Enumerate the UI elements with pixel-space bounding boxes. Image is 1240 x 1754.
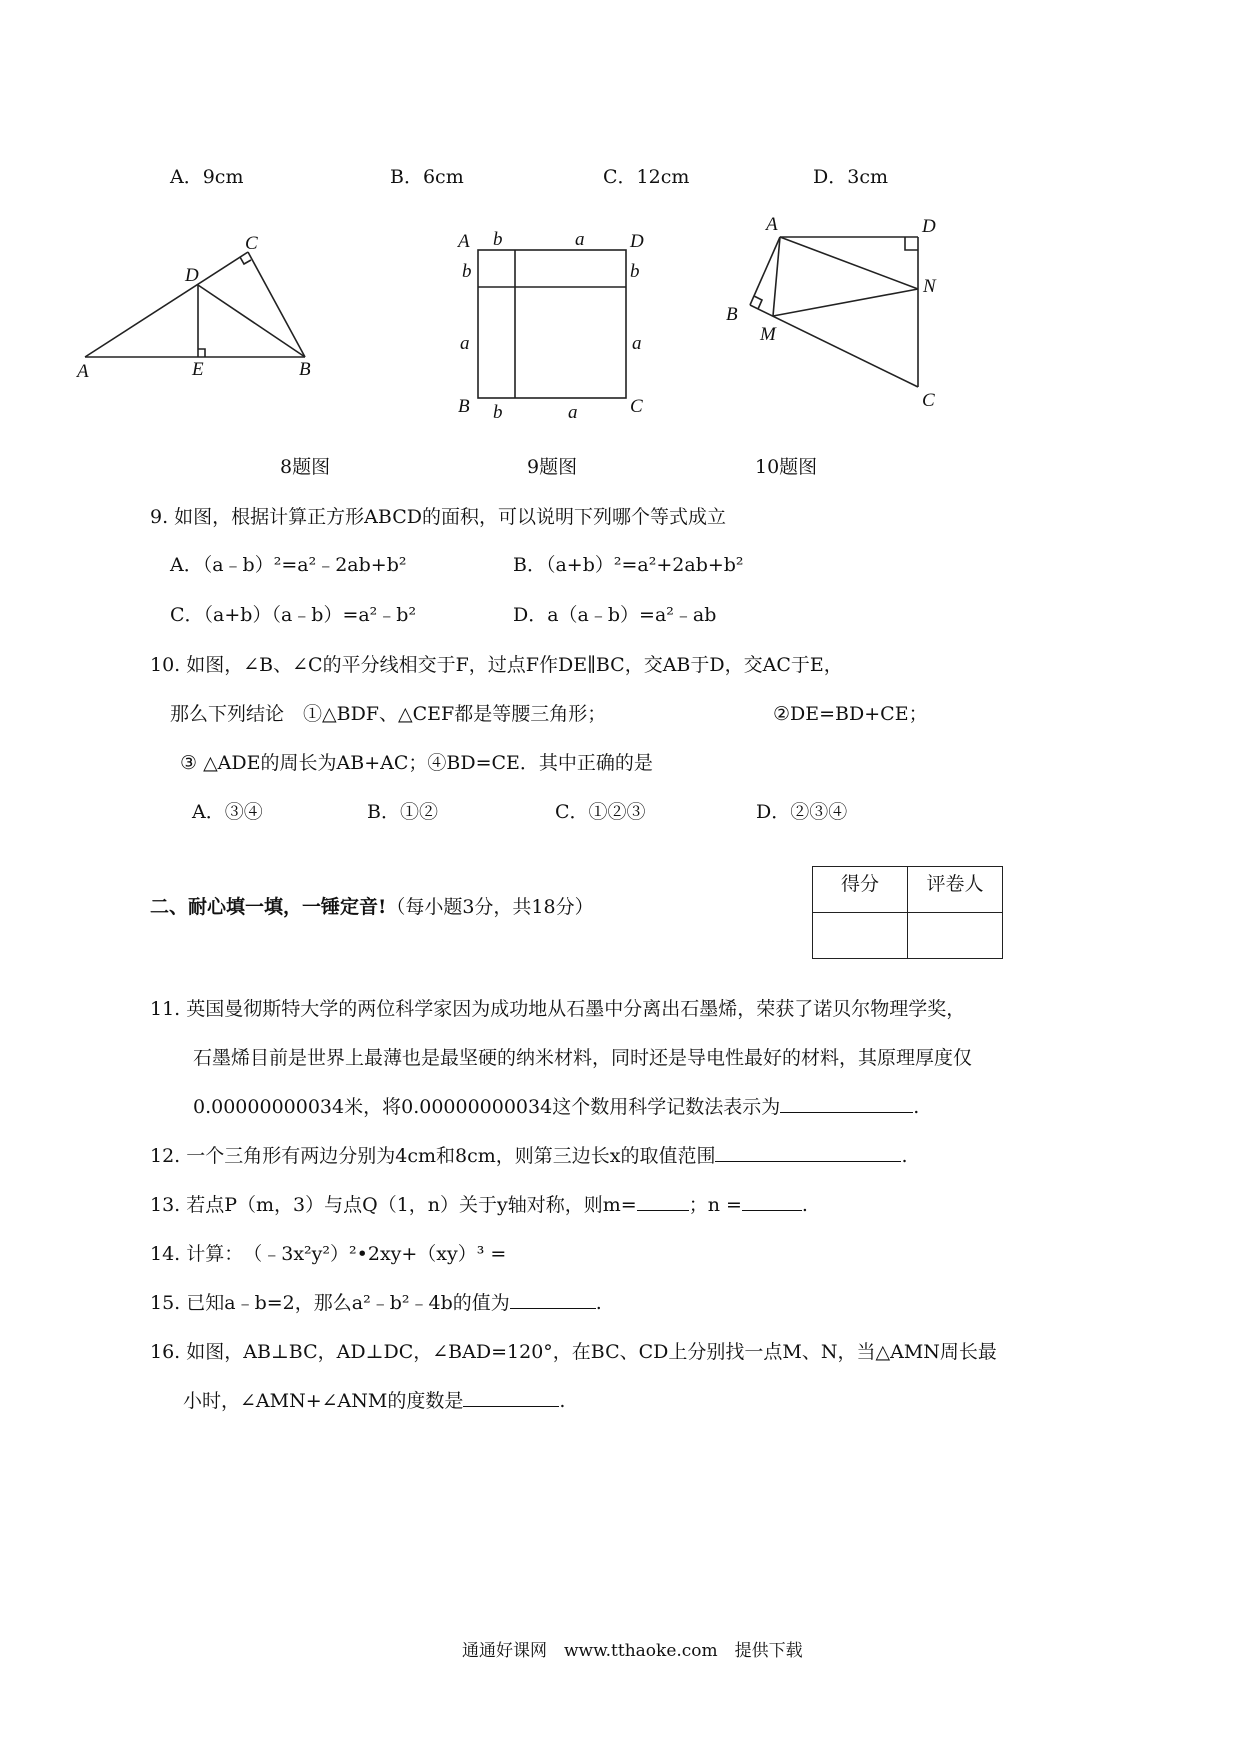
fig8-segment-ac: [85, 252, 248, 357]
fig8-caption: 8题图: [280, 456, 331, 478]
q10-line-2a: 那么下列结论 ①△BDF、△CEF都是等腰三角形；: [170, 703, 607, 725]
fig9-label-B: B: [458, 396, 470, 417]
q12: 12. 一个三角形有两边分别为4cm和8cm，则第三边长x的取值范围 .: [150, 1145, 908, 1167]
q11-line-3: 0.00000000034米，将0.00000000034这个数用科学记数法表示为 .: [193, 1096, 920, 1118]
fig8-label-b: B: [299, 359, 311, 380]
q11-line-2: 石墨烯目前是世界上最薄也是最坚硬的纳米材料，同时还是导电性最好的材料，其原理厚度仅: [193, 1047, 973, 1069]
fig10-segment-an: [780, 237, 918, 289]
figure-8: [75, 235, 325, 385]
fig10-segment-mn: [773, 289, 918, 316]
q13-text: 13. 若点P（m，3）与点Q（1，n）关于y轴对称，则m=: [150, 1194, 637, 1216]
q8-option-a: A．9cm: [170, 166, 244, 188]
q10-option-d: D．②③④: [756, 801, 848, 823]
q8-option-b: B．6cm: [390, 166, 464, 188]
fig10-label-A: A: [766, 214, 778, 235]
fig9-label-D: D: [630, 231, 644, 252]
score-table: [812, 866, 1003, 959]
fig8-label-e: E: [192, 359, 204, 380]
fig8-right-angle-c: [240, 257, 251, 264]
fig9-label-top-a: a: [575, 229, 585, 250]
grader-cell[interactable]: [908, 913, 1003, 959]
grader-header: 评卷人: [908, 867, 1003, 913]
figure-10: [718, 212, 948, 412]
q14: 14. 计算： （﹣3x²y²）²•2xy+（xy）³ =: [150, 1243, 507, 1265]
section-2-title: [150, 892, 594, 919]
fig10-caption: 10题图: [755, 456, 818, 478]
fig9-label-top-b: b: [493, 229, 503, 250]
q13-m-blank[interactable]: [637, 1192, 689, 1211]
q10-option-c: C．①②③: [555, 801, 646, 823]
fig10-segment-bc: [750, 305, 918, 387]
fig9-label-bottom-b: b: [493, 402, 503, 423]
q11-line-1: 11. 英国曼彻斯特大学的两位科学家因为成功地从石墨中分离出石墨烯，荣获了诺贝尔物理学奖，: [150, 998, 966, 1020]
q11-line-3-text: 0.00000000034米，将0.00000000034这个数用科学记数法表示为: [193, 1096, 781, 1118]
fig10-label-C: C: [922, 390, 935, 411]
fig8-segment-db: [198, 285, 305, 357]
q10-option-b: B．①②: [367, 801, 438, 823]
q16-line-1: 16. 如图，AB⊥BC，AD⊥DC，∠BAD=120°，在BC、CD上分别找一点M、N，当△AMN周长最: [150, 1341, 997, 1363]
q13: [150, 1190, 808, 1217]
q9-stem: 9. 如图，根据计算正方形ABCD的面积，可以说明下列哪个等式成立: [150, 506, 726, 528]
q10-line-2b: ②DE=BD+CE；: [773, 703, 928, 725]
score-header: 得分: [813, 867, 908, 913]
figure-9: [448, 225, 658, 425]
section-2-title-note: （每小题3分，共18分）: [386, 896, 594, 918]
fig9-caption: 9题图: [527, 456, 578, 478]
fig9-label-C: C: [630, 396, 643, 417]
q15-text: 15. 已知a﹣b=2，那么a²﹣b²﹣4b的值为: [150, 1292, 510, 1314]
fig8-segment-cb: [248, 252, 305, 357]
q8-option-c: C．12cm: [603, 166, 690, 188]
fig9-label-left-a: a: [460, 333, 470, 354]
fig9-label-left-b: b: [462, 261, 472, 282]
q16-answer-blank[interactable]: [463, 1388, 559, 1407]
q12-text: 12. 一个三角形有两边分别为4cm和8cm，则第三边长x的取值范围: [150, 1145, 716, 1167]
fig9-label-right-b: b: [630, 261, 640, 282]
q9-option-c: C．（a+b）（a﹣b）=a²﹣b²: [170, 604, 417, 626]
fig10-label-B: B: [726, 304, 738, 325]
fig9-label-A: A: [458, 231, 470, 252]
q12-answer-blank[interactable]: [715, 1143, 901, 1162]
fig10-label-M: M: [760, 324, 776, 345]
fig10-right-angle-d: [905, 237, 918, 250]
q9-option-a: A．（a﹣b）²=a²﹣2ab+b²: [170, 554, 407, 576]
fig9-square: [478, 250, 626, 398]
score-cell[interactable]: [813, 913, 908, 959]
fig9-label-right-a: a: [632, 333, 642, 354]
q11-answer-blank[interactable]: [780, 1094, 913, 1113]
footer-credit: 通通好课网 www.tthaoke.com 提供下载: [462, 1641, 803, 1661]
q16-line-2: 小时，∠AMN+∠ANM的度数是 .: [183, 1390, 566, 1412]
fig8-label-c: C: [245, 235, 258, 254]
q10-line-1: 10. 如图，∠B、∠C的平分线相交于F，过点F作DE∥BC，交AB于D，交AC于E，: [150, 654, 843, 676]
fig8-label-a: A: [77, 361, 89, 382]
fig9-label-bottom-a: a: [568, 402, 578, 423]
q16-line-2-text: 小时，∠AMN+∠ANM的度数是: [183, 1390, 464, 1412]
q10-option-a: A．③④: [192, 801, 263, 823]
section-2-title-bold: 二、耐心填一填，一锤定音!: [150, 896, 387, 918]
q9-option-b: B．（a+b）²=a²+2ab+b²: [513, 554, 744, 576]
q13-n-blank[interactable]: [742, 1192, 802, 1211]
q9-option-d: D．a（a﹣b）=a²﹣ab: [513, 604, 717, 626]
q10-line-3: ③ △ADE的周长为AB+AC；④BD=CE．其中正确的是: [180, 752, 653, 774]
q8-option-d: D．3cm: [813, 166, 888, 188]
fig10-label-D: D: [922, 216, 936, 237]
q15-answer-blank[interactable]: [510, 1290, 596, 1309]
q15: 15. 已知a﹣b=2，那么a²﹣b²﹣4b的值为 .: [150, 1292, 602, 1314]
q13-end: .: [801, 1194, 808, 1216]
q13-mid: ；n =: [688, 1194, 742, 1216]
fig8-label-d: D: [185, 265, 199, 286]
fig8-right-angle-e: [198, 349, 205, 357]
fig10-label-N: N: [923, 276, 936, 297]
